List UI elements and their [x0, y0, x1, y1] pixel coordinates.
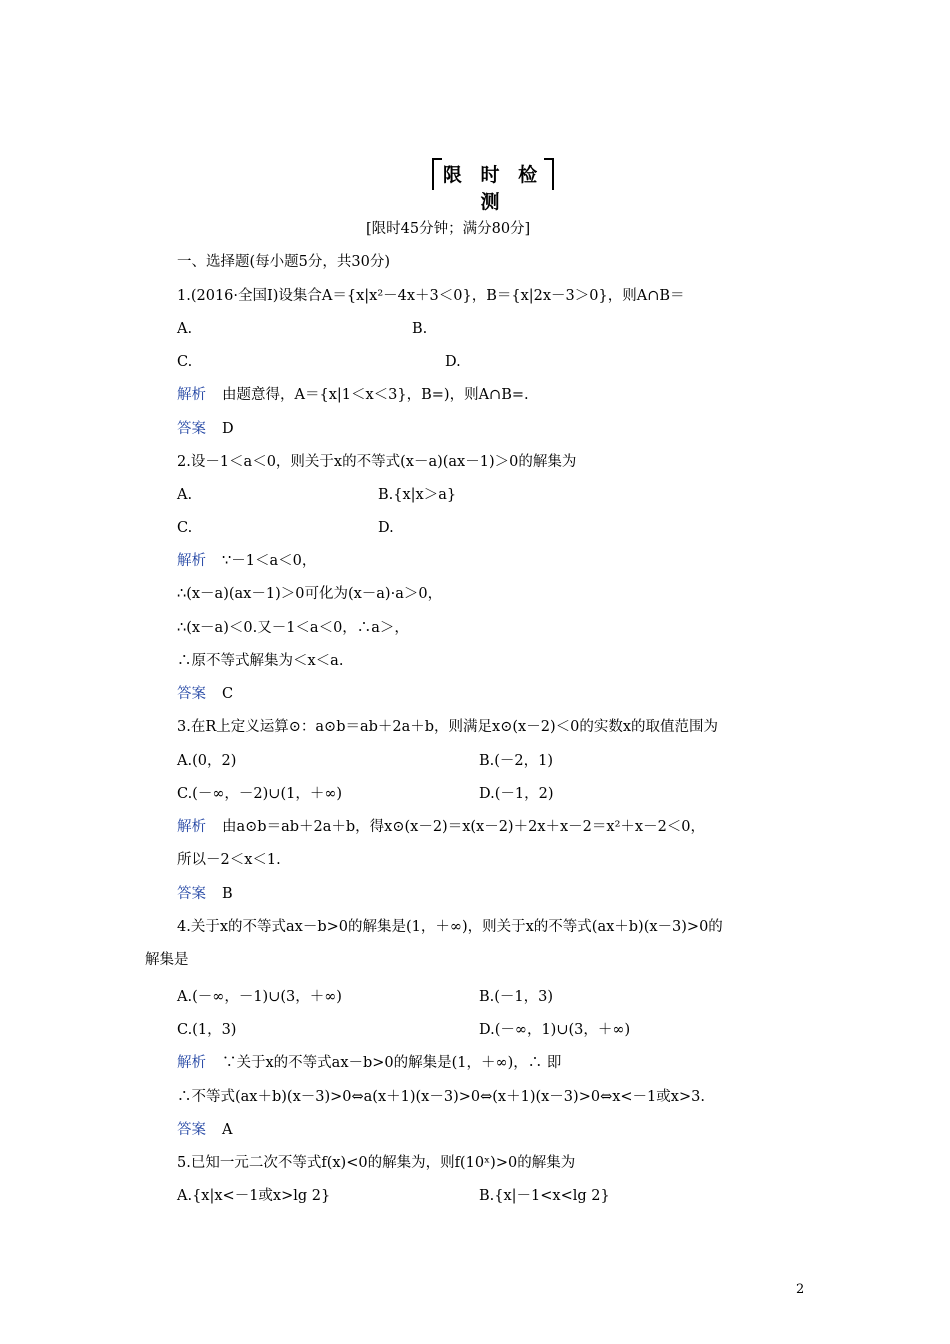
q1-analysis-text: 由题意得，A＝{x|1＜x＜3}，B=)，则A∩B=.: [222, 387, 529, 403]
q4-analysis: [177, 1053, 561, 1073]
q3-analysis: [177, 817, 705, 837]
q2-analysis-line4: ∴原不等式解集为＜x＜a.: [177, 653, 344, 669]
q3-analysis-line2: 所以－2＜x＜1.: [177, 852, 281, 868]
q3-option-d: D.(－1，2): [479, 786, 554, 802]
q1-answer: [177, 419, 234, 439]
q1-answer-value: D: [222, 421, 234, 437]
q4-stem: 4.关于x的不等式ax－b>0的解集是(1，＋∞)，则关于x的不等式(ax＋b)(x－3)>0的: [177, 919, 723, 935]
q2-analysis-line2: ∴(x－a)(ax－1)＞0可化为(x－a)·a＞0，: [177, 586, 443, 602]
q2-answer-value: C: [222, 686, 234, 702]
q3-stem: 3.在R上定义运算⊙：a⊙b＝ab＋2a＋b，则满足x⊙(x－2)＜0的实数x的取值范围为: [177, 719, 719, 735]
q4-option-a: A.(－∞，－1)∪(3，＋∞): [177, 989, 342, 1005]
q2-option-d: D.: [378, 520, 394, 536]
page-number: 2: [796, 1282, 805, 1297]
q1-stem: 1.(2016·全国Ⅰ)设集合A＝{x|x²－4x＋3＜0}，B＝{x|2x－3＞0}，则A∩B＝: [177, 288, 685, 304]
analysis-label: 解析: [177, 387, 206, 403]
q3-option-b: B.(－2，1): [479, 753, 554, 769]
section-header: 限 时 检 测: [442, 164, 544, 213]
q1-analysis: [177, 385, 529, 405]
q3-answer-value: B: [222, 886, 233, 902]
q5-option-b: B.{x|－1<x<lg 2}: [479, 1188, 610, 1204]
q3-option-c: C.(－∞，－2)∪(1，＋∞): [177, 786, 343, 802]
q2-option-c: C.: [177, 520, 193, 536]
q4-answer-value: A: [222, 1122, 233, 1138]
q2-answer: [177, 684, 233, 704]
q2-analysis: [177, 551, 316, 571]
q2-option-a: A.: [177, 487, 193, 503]
time-limit-note: [限时45分钟；满分80分]: [366, 221, 531, 237]
q4-analysis-line2: ∴不等式(ax＋b)(x－3)>0⇔a(x＋1)(x－3)>0⇔(x＋1)(x－3)>0⇔x<－1或x>3.: [177, 1089, 705, 1105]
q3-analysis-text: 由a⊙b＝ab＋2a＋b，得x⊙(x－2)＝x(x－2)＋2x＋x－2＝x²＋x－2＜0，: [222, 819, 706, 835]
q4-analysis-text: ∵关于x的不等式ax－b>0的解集是(1，＋∞)，∴ 即: [222, 1055, 562, 1071]
q4-answer: [177, 1120, 232, 1140]
q3-answer: [177, 884, 233, 904]
answer-label: 答案: [177, 421, 206, 437]
q1-option-d: D.: [445, 354, 461, 370]
section-header-box: [432, 158, 554, 213]
analysis-label: 解析: [177, 1055, 206, 1071]
q1-option-a: A.: [177, 321, 193, 337]
q2-analysis-line3: ∴(x－a)＜0.又－1＜a＜0，∴a＞，: [177, 620, 409, 636]
q4-option-c: C.(1，3): [177, 1022, 237, 1038]
q2-analysis-text: ∵－1＜a＜0，: [222, 553, 317, 569]
section-title: 一、选择题(每小题5分，共30分): [177, 254, 390, 270]
q2-stem: 2.设－1＜a＜0，则关于x的不等式(x－a)(ax－1)＞0的解集为: [177, 454, 577, 470]
analysis-label: 解析: [177, 819, 206, 835]
q1-option-c: C.: [177, 354, 193, 370]
q4-option-b: B.(－1，3): [479, 989, 554, 1005]
q4-stem-continued: 解集是: [145, 952, 189, 968]
answer-label: 答案: [177, 686, 206, 702]
q2-option-b: B.{x|x＞a}: [378, 487, 457, 503]
q5-stem: 5.已知一元二次不等式f(x)<0的解集为，则f(10ˣ)>0的解集为: [177, 1155, 576, 1171]
q5-option-a: A.{x|x<－1或x>lg 2}: [177, 1188, 331, 1204]
answer-label: 答案: [177, 886, 206, 902]
analysis-label: 解析: [177, 553, 206, 569]
q4-option-d: D.(－∞，1)∪(3，＋∞): [479, 1022, 631, 1038]
q1-option-b: B.: [412, 321, 428, 337]
answer-label: 答案: [177, 1122, 206, 1138]
q3-option-a: A.(0，2): [177, 753, 237, 769]
